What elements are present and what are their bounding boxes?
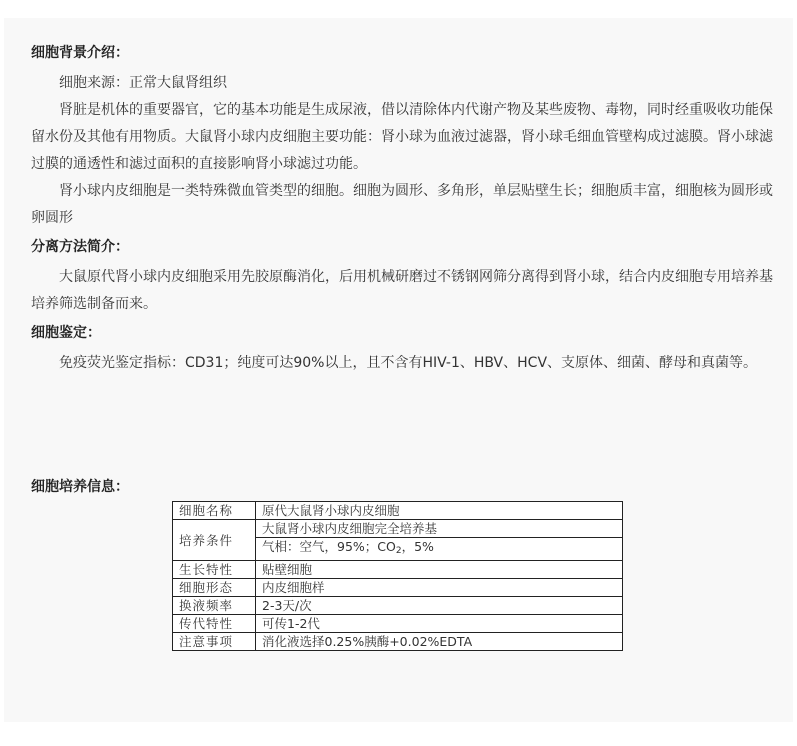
background-heading: 细胞背景介绍： bbox=[31, 45, 129, 61]
table-row bbox=[173, 561, 623, 579]
row-value: 大鼠肾小球内皮细胞完全培养基 bbox=[256, 520, 623, 538]
identification-heading: 细胞鉴定： bbox=[31, 325, 101, 341]
method-paragraph: 大鼠原代肾小球内皮细胞采用先胶原酶消化，后用机械研磨过不锈钢网筛分离得到肾小球，结合内皮细胞专用培养基培养筛选制备而来。 bbox=[31, 269, 773, 312]
row-key: 换液频率 bbox=[173, 597, 256, 615]
cell-morphology-paragraph: 肾小球内皮细胞是一类特殊微血管类型的细胞。细胞为圆形、多角形，单层贴壁生长；细胞质丰富，细胞核为圆形或卵圆形 bbox=[31, 183, 773, 226]
cell-source-paragraph: 细胞来源：正常大鼠肾组织 bbox=[59, 75, 227, 91]
kidney-function-paragraph: 肾脏是机体的重要器官，它的基本功能是生成尿液，借以清除体内代谢产物及某些废物、毒物，同时经重吸收功能保留水份及其他有用物质。大鼠肾小球内皮细胞主要功能：肾小球为血液过滤器，肾小球毛细血管壁构成过滤膜。肾小球滤过膜的通透性和滤过面积的直接影响肾小球滤过功能。 bbox=[31, 102, 773, 172]
table-row bbox=[173, 502, 623, 520]
row-value: 消化液选择0.25%胰酶+0.02%EDTA bbox=[256, 633, 623, 651]
co2-subscript: 2 bbox=[395, 546, 402, 556]
identification-paragraph: 免疫荧光鉴定指标：CD31；纯度可达90%以上，且不含有HIV-1、HBV、HCV、支原体、细菌、酵母和真菌等。 bbox=[59, 355, 758, 371]
table-row bbox=[173, 597, 623, 615]
row-key: 细胞名称 bbox=[173, 502, 256, 520]
row-key: 传代特性 bbox=[173, 615, 256, 633]
table-row bbox=[173, 520, 623, 538]
row-value-gas bbox=[256, 538, 623, 561]
row-value: 可传1-2代 bbox=[256, 615, 623, 633]
row-value: 内皮细胞样 bbox=[256, 579, 623, 597]
table-row bbox=[173, 633, 623, 651]
table-row bbox=[173, 615, 623, 633]
method-heading: 分离方法简介： bbox=[31, 239, 129, 255]
row-key: 培养条件 bbox=[173, 520, 256, 561]
row-key: 生长特性 bbox=[173, 561, 256, 579]
row-value: 原代大鼠肾小球内皮细胞 bbox=[256, 502, 623, 520]
gas-text: 气相：空气，95%；CO bbox=[262, 539, 396, 554]
row-key: 注意事项 bbox=[173, 633, 256, 651]
document-body bbox=[31, 42, 773, 381]
culture-heading: 细胞培养信息： bbox=[31, 479, 129, 495]
culture-info-table bbox=[172, 501, 623, 651]
table-row bbox=[173, 579, 623, 597]
row-key: 细胞形态 bbox=[173, 579, 256, 597]
gas-text-end: ，5% bbox=[401, 539, 434, 554]
method-section bbox=[31, 236, 773, 318]
row-value: 贴壁细胞 bbox=[256, 561, 623, 579]
identification-section bbox=[31, 322, 773, 377]
background-section bbox=[31, 42, 773, 232]
row-value: 2-3天/次 bbox=[256, 597, 623, 615]
